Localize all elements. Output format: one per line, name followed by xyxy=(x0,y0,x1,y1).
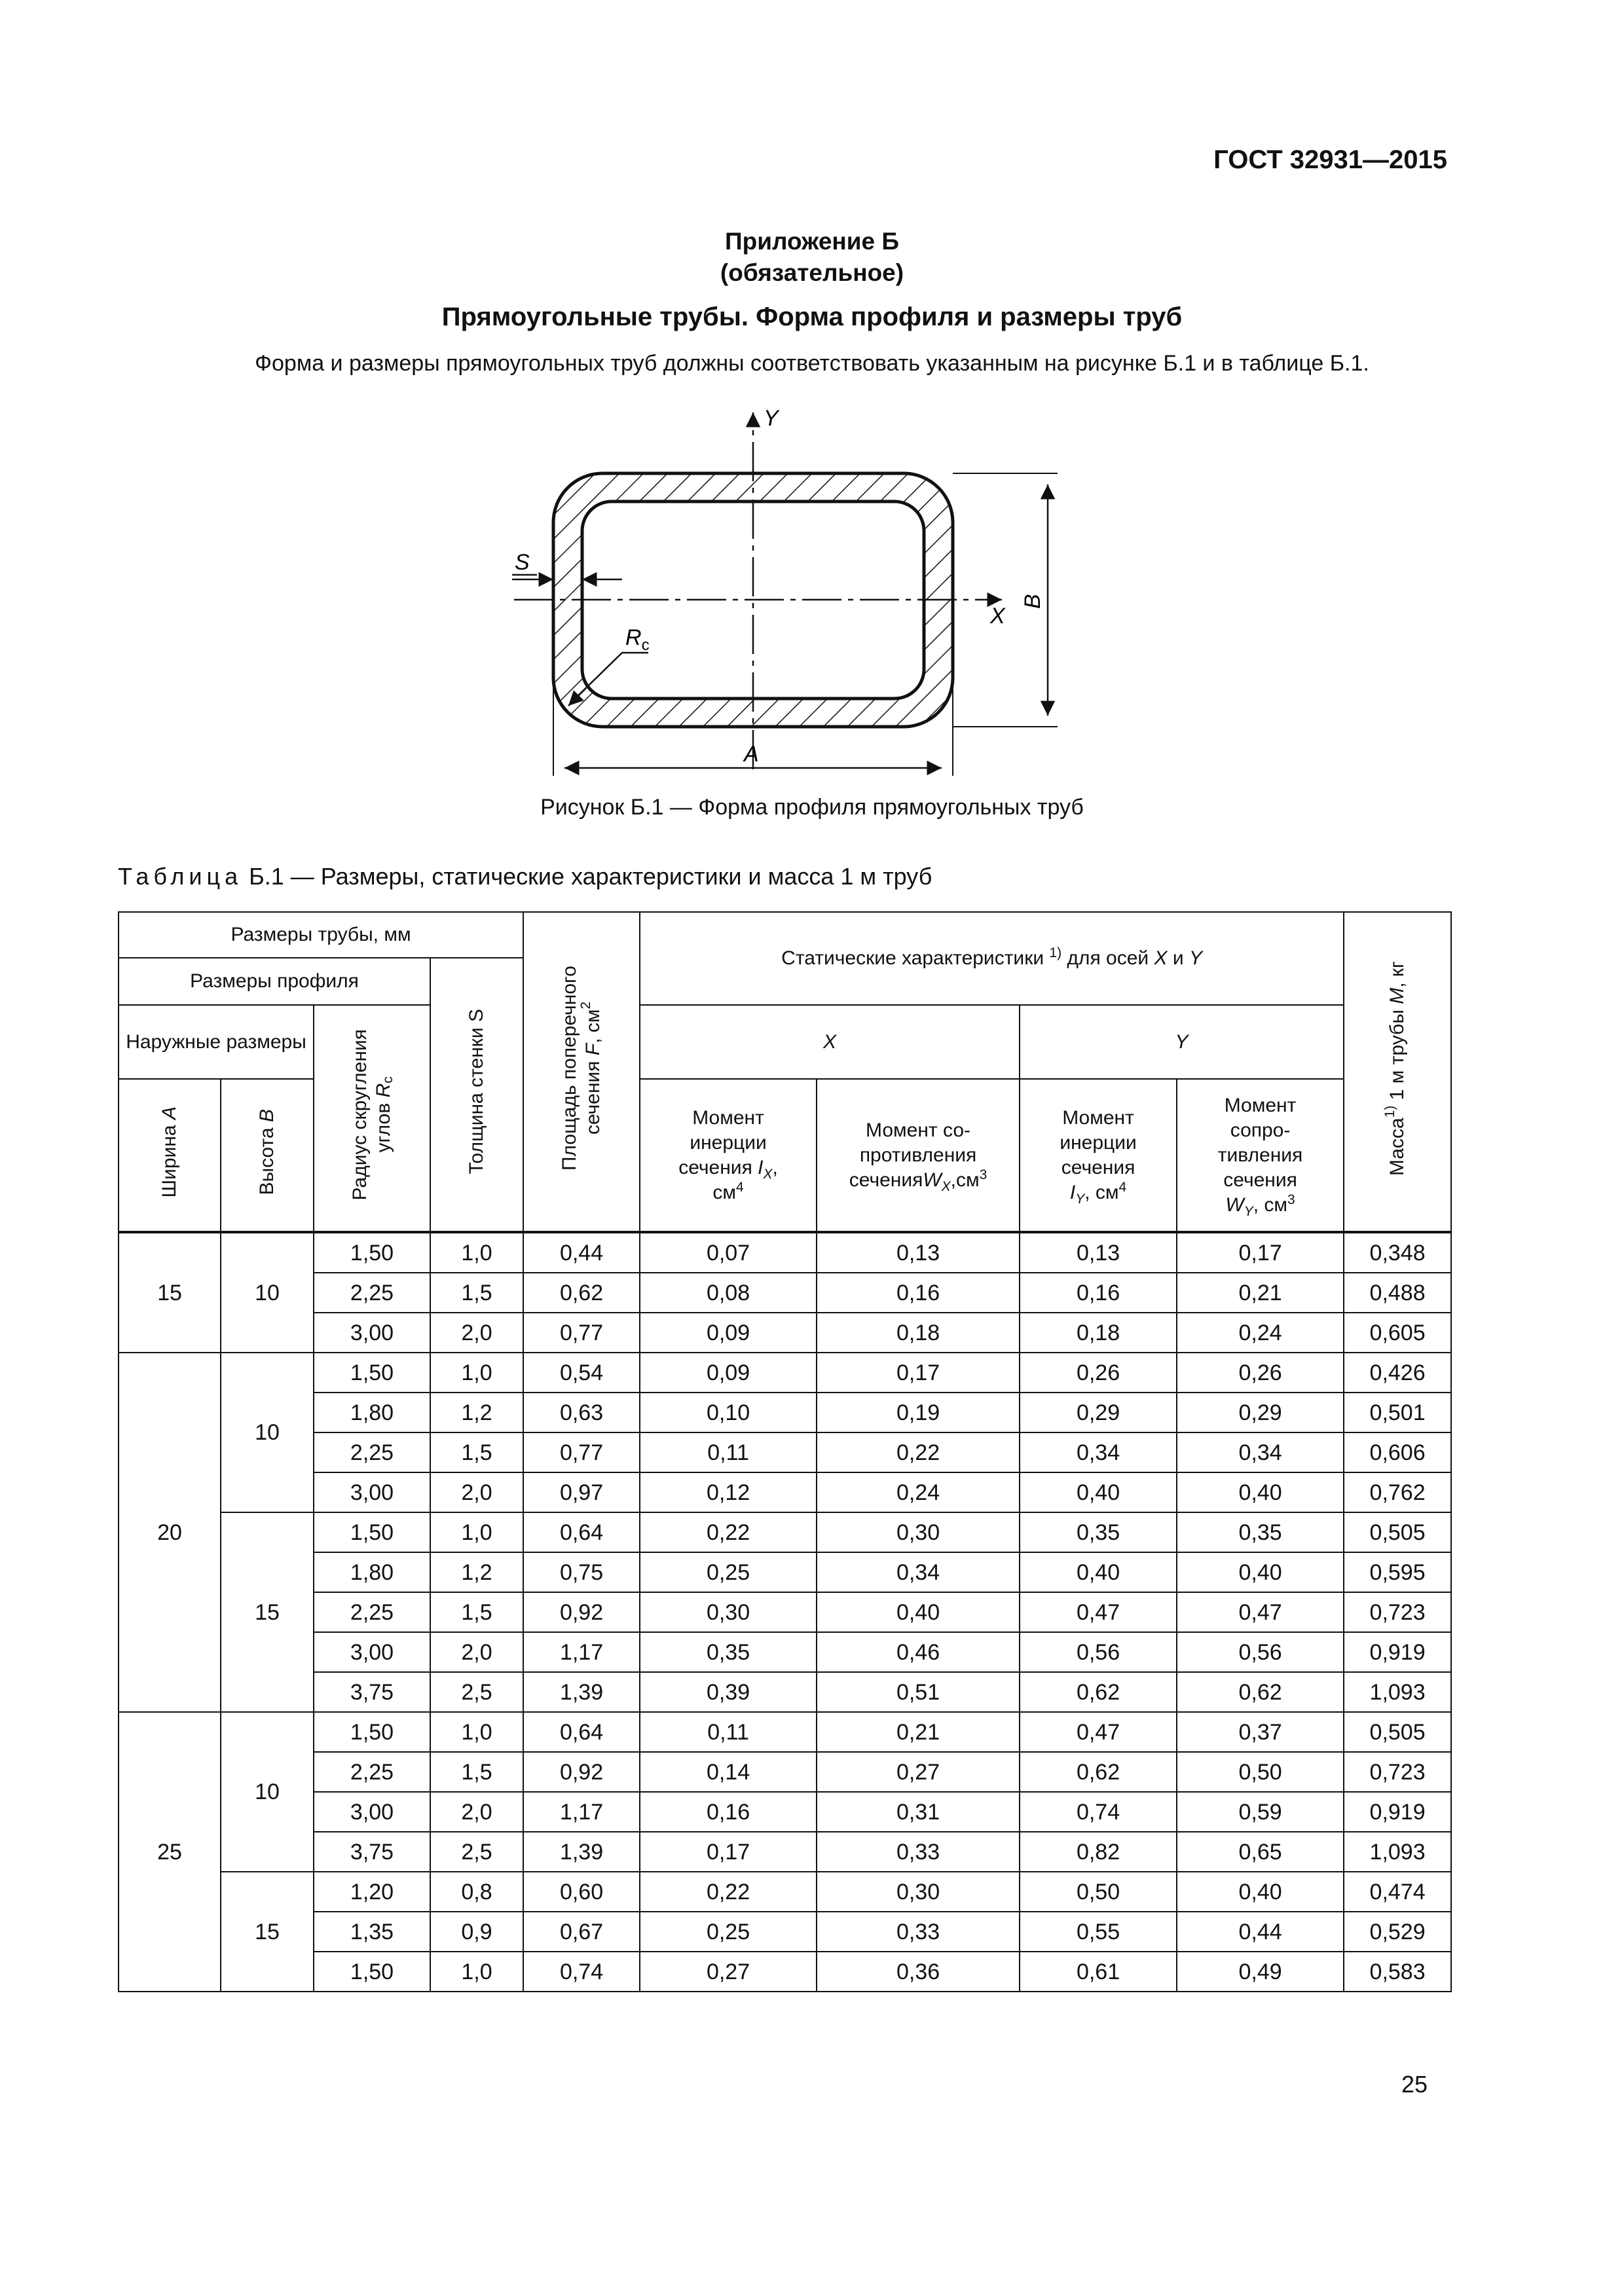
cell-iy: 0,18 xyxy=(1020,1313,1177,1353)
cell-iy: 0,35 xyxy=(1020,1512,1177,1552)
cell-mass: 0,505 xyxy=(1344,1712,1451,1752)
table-row xyxy=(119,1353,1451,1393)
cell-wall: 2,0 xyxy=(430,1313,523,1353)
cell-area: 1,17 xyxy=(523,1792,640,1832)
table-row xyxy=(119,1712,1451,1752)
cell-ix: 0,35 xyxy=(640,1632,817,1672)
appendix-title: Прямоугольные трубы. Форма профиля и размеры труб xyxy=(441,302,1183,331)
cell-area: 0,77 xyxy=(523,1432,640,1472)
cell-mass: 0,919 xyxy=(1344,1632,1451,1672)
cell-radius: 1,50 xyxy=(314,1512,430,1552)
cell-area: 1,39 xyxy=(523,1832,640,1872)
cell-iy: 0,29 xyxy=(1020,1393,1177,1432)
head-ix: Момент инерции сечения $I_X$, $см^4$ xyxy=(640,1079,817,1232)
cell-mass: 1,093 xyxy=(1344,1672,1451,1712)
cell-wx: 0,51 xyxy=(817,1672,1020,1712)
cell-wall: 2,5 xyxy=(430,1832,523,1872)
cell-wy: 0,59 xyxy=(1177,1792,1344,1832)
cell-height-b: 15 xyxy=(221,1512,314,1712)
cell-ix: 0,30 xyxy=(640,1592,817,1632)
table-row xyxy=(119,1512,1451,1552)
cell-wx: 0,17 xyxy=(817,1353,1020,1393)
cell-wy: 0,50 xyxy=(1177,1752,1344,1792)
appendix-status: (обязательное) xyxy=(720,259,904,286)
table-body xyxy=(119,1232,1451,1992)
cell-mass: 0,583 xyxy=(1344,1952,1451,1992)
cell-mass: 0,488 xyxy=(1344,1273,1451,1313)
head-wx: Момент со- противления $сеченияW_X,см^3$ xyxy=(817,1079,1020,1232)
cell-mass: 0,505 xyxy=(1344,1512,1451,1552)
cell-wx: 0,34 xyxy=(817,1552,1020,1592)
cell-area: 1,39 xyxy=(523,1672,640,1712)
cell-width-a: 20 xyxy=(119,1353,221,1712)
cell-radius: 1,20 xyxy=(314,1872,430,1912)
cell-mass: 0,723 xyxy=(1344,1592,1451,1632)
cell-wx: 0,19 xyxy=(817,1393,1020,1432)
cell-mass: 0,474 xyxy=(1344,1872,1451,1912)
cell-iy: 0,13 xyxy=(1020,1232,1177,1273)
cell-radius: 1,80 xyxy=(314,1552,430,1592)
cell-mass: 1,093 xyxy=(1344,1832,1451,1872)
document-id: ГОСТ 32931—2015 xyxy=(1213,145,1447,174)
cell-wy: 0,21 xyxy=(1177,1273,1344,1313)
cell-iy: 0,40 xyxy=(1020,1552,1177,1592)
cell-wy: 0,49 xyxy=(1177,1952,1344,1992)
cell-mass: 0,606 xyxy=(1344,1432,1451,1472)
cell-wy: 0,35 xyxy=(1177,1512,1344,1552)
cell-wx: 0,22 xyxy=(817,1432,1020,1472)
head-width: Ширина A xyxy=(119,1079,221,1232)
cell-ix: 0,22 xyxy=(640,1872,817,1912)
cell-mass: 0,723 xyxy=(1344,1752,1451,1792)
cell-wy: 0,40 xyxy=(1177,1472,1344,1512)
head-area: Площадь поперечного сечения F, $см^2$ xyxy=(523,912,640,1232)
cell-area: 0,44 xyxy=(523,1232,640,1273)
head-wy: Момент сопро- тивления сечения $W_Y$, $см^3$ xyxy=(1177,1079,1344,1232)
head-axis-y: Y xyxy=(1020,1005,1344,1079)
cell-iy: 0,50 xyxy=(1020,1872,1177,1912)
head-iy: Момент инерции сечения $I_Y$, $см^4$ xyxy=(1020,1079,1177,1232)
cell-area: 0,75 xyxy=(523,1552,640,1592)
cell-radius: 3,75 xyxy=(314,1832,430,1872)
dimensions-table xyxy=(118,911,1452,1992)
cell-wall: 1,5 xyxy=(430,1432,523,1472)
cell-iy: 0,62 xyxy=(1020,1752,1177,1792)
cell-wall: 2,0 xyxy=(430,1792,523,1832)
table-row xyxy=(119,1313,1451,1353)
cell-wall: 1,0 xyxy=(430,1952,523,1992)
table-row xyxy=(119,1273,1451,1313)
cell-mass: 0,501 xyxy=(1344,1393,1451,1432)
cell-wx: 0,21 xyxy=(817,1712,1020,1752)
head-outer-dims: Наружные размеры xyxy=(119,1005,314,1079)
cell-iy: 0,47 xyxy=(1020,1592,1177,1632)
cell-ix: 0,11 xyxy=(640,1712,817,1752)
cell-ix: 0,10 xyxy=(640,1393,817,1432)
cell-width-a: 15 xyxy=(119,1232,221,1353)
cell-ix: 0,09 xyxy=(640,1313,817,1353)
cell-radius: 1,50 xyxy=(314,1712,430,1752)
cell-area: 0,77 xyxy=(523,1313,640,1353)
cell-iy: 0,26 xyxy=(1020,1353,1177,1393)
cell-wx: 0,27 xyxy=(817,1752,1020,1792)
cell-height-b: 10 xyxy=(221,1712,314,1872)
cell-ix: 0,25 xyxy=(640,1912,817,1952)
width-label: A xyxy=(744,742,759,767)
table-row xyxy=(119,1552,1451,1592)
pipe-profile-figure xyxy=(458,393,1100,786)
cell-wall: 1,5 xyxy=(430,1592,523,1632)
table-row xyxy=(119,1632,1451,1672)
cell-radius: 2,25 xyxy=(314,1273,430,1313)
cell-wx: 0,13 xyxy=(817,1232,1020,1273)
cell-radius: 3,00 xyxy=(314,1472,430,1512)
cell-wall: 0,9 xyxy=(430,1912,523,1952)
cell-wall: 1,0 xyxy=(430,1353,523,1393)
cell-radius: 1,50 xyxy=(314,1353,430,1393)
cell-wy: 0,29 xyxy=(1177,1393,1344,1432)
cell-iy: 0,34 xyxy=(1020,1432,1177,1472)
cell-wy: 0,34 xyxy=(1177,1432,1344,1472)
cell-ix: 0,16 xyxy=(640,1792,817,1832)
cell-wx: 0,33 xyxy=(817,1832,1020,1872)
page-number: 25 xyxy=(1401,2071,1428,2098)
cell-iy: 0,74 xyxy=(1020,1792,1177,1832)
table-row xyxy=(119,1752,1451,1792)
cell-area: 0,92 xyxy=(523,1752,640,1792)
cell-radius: 1,80 xyxy=(314,1393,430,1432)
table-row xyxy=(119,1592,1451,1632)
cell-radius: 3,75 xyxy=(314,1672,430,1712)
cell-wy: 0,37 xyxy=(1177,1712,1344,1752)
cell-iy: 0,62 xyxy=(1020,1672,1177,1712)
x-axis-label: X xyxy=(990,604,1005,629)
cell-iy: 0,16 xyxy=(1020,1273,1177,1313)
height-label: B xyxy=(1020,594,1045,609)
cell-area: 0,60 xyxy=(523,1872,640,1912)
cell-wx: 0,16 xyxy=(817,1273,1020,1313)
cell-wall: 2,0 xyxy=(430,1632,523,1672)
cell-mass: 0,919 xyxy=(1344,1792,1451,1832)
cell-ix: 0,09 xyxy=(640,1353,817,1393)
cell-area: 0,64 xyxy=(523,1512,640,1552)
cell-ix: 0,07 xyxy=(640,1232,817,1273)
figure-caption: Рисунок Б.1 — Форма профиля прямоугольных труб xyxy=(540,795,1084,820)
cell-area: 1,17 xyxy=(523,1632,640,1672)
table-row xyxy=(119,1952,1451,1992)
cell-ix: 0,17 xyxy=(640,1832,817,1872)
cell-wall: 1,0 xyxy=(430,1232,523,1273)
table-row xyxy=(119,1832,1451,1872)
cell-wall: 1,2 xyxy=(430,1552,523,1592)
table-row xyxy=(119,1792,1451,1832)
cell-wy: 0,26 xyxy=(1177,1353,1344,1393)
cell-wy: 0,17 xyxy=(1177,1232,1344,1273)
cell-wy: 0,56 xyxy=(1177,1632,1344,1672)
cell-wy: 0,40 xyxy=(1177,1872,1344,1912)
table-caption xyxy=(118,863,932,890)
cell-area: 0,54 xyxy=(523,1353,640,1393)
cell-radius: 1,35 xyxy=(314,1912,430,1952)
table-row xyxy=(119,1472,1451,1512)
cell-wall: 1,0 xyxy=(430,1712,523,1752)
table-caption-label: Таблица xyxy=(118,863,243,890)
table-row xyxy=(119,1912,1451,1952)
head-static: Статические характеристики $^{1)}$ для осей X и Y xyxy=(640,912,1344,1005)
cell-area: 0,74 xyxy=(523,1952,640,1992)
head-radius: Радиус скругления углов $R_c$ xyxy=(314,1005,430,1232)
cell-radius: 2,25 xyxy=(314,1752,430,1792)
cell-mass: 0,426 xyxy=(1344,1353,1451,1393)
cell-wx: 0,33 xyxy=(817,1912,1020,1952)
appendix-heading xyxy=(0,226,1624,289)
head-wall: Толщина стенки S xyxy=(430,958,523,1232)
cell-wy: 0,65 xyxy=(1177,1832,1344,1872)
cell-mass: 0,595 xyxy=(1344,1552,1451,1592)
cell-wy: 0,47 xyxy=(1177,1592,1344,1632)
cell-iy: 0,61 xyxy=(1020,1952,1177,1992)
cell-ix: 0,11 xyxy=(640,1432,817,1472)
table-row xyxy=(119,1872,1451,1912)
cell-ix: 0,39 xyxy=(640,1672,817,1712)
cell-radius: 3,00 xyxy=(314,1632,430,1672)
cell-wy: 0,24 xyxy=(1177,1313,1344,1353)
cell-wx: 0,24 xyxy=(817,1472,1020,1512)
appendix-label: Приложение Б xyxy=(725,228,899,255)
cell-ix: 0,12 xyxy=(640,1472,817,1512)
head-mass: Масса$^{1)}$ 1 м трубы M, кг xyxy=(1344,912,1451,1232)
table-row xyxy=(119,1672,1451,1712)
head-pipe-dims: Размеры трубы, мм xyxy=(119,912,523,958)
cell-height-b: 10 xyxy=(221,1232,314,1353)
wall-label: S xyxy=(515,550,530,575)
cell-ix: 0,27 xyxy=(640,1952,817,1992)
cell-radius: 2,25 xyxy=(314,1432,430,1472)
cell-wx: 0,31 xyxy=(817,1792,1020,1832)
radius-label: $R_c$ xyxy=(625,625,650,654)
cell-mass: 0,348 xyxy=(1344,1232,1451,1273)
cell-wall: 1,0 xyxy=(430,1512,523,1552)
intro-paragraph: Форма и размеры прямоугольных труб должны соответствовать указанным на рисунке Б.1 и в таблице Б.1. xyxy=(255,351,1369,376)
cell-mass: 0,605 xyxy=(1344,1313,1451,1353)
cell-wx: 0,18 xyxy=(817,1313,1020,1353)
cell-ix: 0,25 xyxy=(640,1552,817,1592)
cell-radius: 3,00 xyxy=(314,1313,430,1353)
cell-wall: 1,5 xyxy=(430,1273,523,1313)
head-height: Высота B xyxy=(221,1079,314,1232)
cell-wx: 0,46 xyxy=(817,1632,1020,1672)
table-row xyxy=(119,1432,1451,1472)
cell-area: 0,63 xyxy=(523,1393,640,1432)
cell-ix: 0,08 xyxy=(640,1273,817,1313)
head-profile-dims: Размеры профиля xyxy=(119,958,430,1005)
cell-wy: 0,40 xyxy=(1177,1552,1344,1592)
cell-area: 0,97 xyxy=(523,1472,640,1512)
cell-wx: 0,30 xyxy=(817,1512,1020,1552)
cell-wall: 1,2 xyxy=(430,1393,523,1432)
cell-wall: 2,5 xyxy=(430,1672,523,1712)
y-axis-label: Y xyxy=(764,406,779,431)
cell-iy: 0,55 xyxy=(1020,1912,1177,1952)
cell-mass: 0,529 xyxy=(1344,1912,1451,1952)
cell-mass: 0,762 xyxy=(1344,1472,1451,1512)
head-axis-x: X xyxy=(640,1005,1020,1079)
cell-iy: 0,82 xyxy=(1020,1832,1177,1872)
cell-area: 0,64 xyxy=(523,1712,640,1752)
cell-width-a: 25 xyxy=(119,1712,221,1992)
cell-height-b: 15 xyxy=(221,1872,314,1992)
cell-radius: 3,00 xyxy=(314,1792,430,1832)
cell-wx: 0,36 xyxy=(817,1952,1020,1992)
cell-wall: 0,8 xyxy=(430,1872,523,1912)
table-row xyxy=(119,1232,1451,1273)
cell-wx: 0,30 xyxy=(817,1872,1020,1912)
cell-iy: 0,56 xyxy=(1020,1632,1177,1672)
cell-wx: 0,40 xyxy=(817,1592,1020,1632)
cell-wy: 0,62 xyxy=(1177,1672,1344,1712)
table-row xyxy=(119,1393,1451,1432)
cell-area: 0,92 xyxy=(523,1592,640,1632)
cell-radius: 1,50 xyxy=(314,1232,430,1273)
cell-wy: 0,44 xyxy=(1177,1912,1344,1952)
cell-ix: 0,14 xyxy=(640,1752,817,1792)
cell-height-b: 10 xyxy=(221,1353,314,1512)
cell-wall: 1,5 xyxy=(430,1752,523,1792)
cell-area: 0,67 xyxy=(523,1912,640,1952)
cell-radius: 1,50 xyxy=(314,1952,430,1992)
cell-iy: 0,47 xyxy=(1020,1712,1177,1752)
cell-ix: 0,22 xyxy=(640,1512,817,1552)
cell-iy: 0,40 xyxy=(1020,1472,1177,1512)
cell-wall: 2,0 xyxy=(430,1472,523,1512)
cell-radius: 2,25 xyxy=(314,1592,430,1632)
cell-area: 0,62 xyxy=(523,1273,640,1313)
table-caption-text: Б.1 — Размеры, статические характеристики и масса 1 м труб xyxy=(242,863,932,890)
